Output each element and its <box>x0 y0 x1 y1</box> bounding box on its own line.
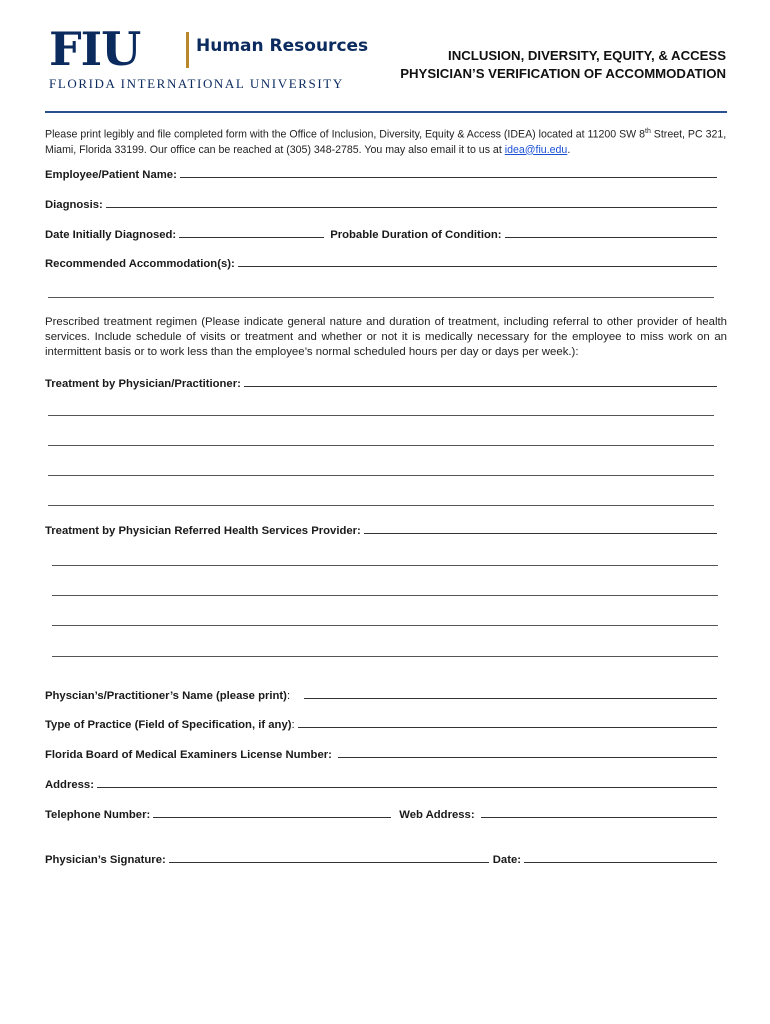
fiu-hr-logo <box>45 22 369 92</box>
duration-label: Probable Duration of Condition: <box>330 229 502 241</box>
form-title-line1: INCLUSION, DIVERSITY, EQUITY, & ACCESS <box>448 48 726 63</box>
signature-field[interactable] <box>169 862 489 863</box>
instructions-sup: th <box>645 128 651 135</box>
date-diagnosed-field[interactable] <box>179 237 324 238</box>
accommodation-row <box>45 254 717 270</box>
treatment-physician-line-5[interactable] <box>48 505 714 506</box>
patient-name-label: Employee/Patient Name: <box>45 169 177 181</box>
email-link[interactable]: idea@fiu.edu <box>504 143 568 156</box>
date-field[interactable] <box>524 862 717 863</box>
practice-type-colon: : <box>291 719 295 731</box>
address-label: Address: <box>45 779 94 791</box>
practice-type-row <box>45 715 717 731</box>
form-title <box>400 47 726 83</box>
license-field[interactable] <box>338 757 717 758</box>
treatment-physician-line-4[interactable] <box>48 475 714 476</box>
license-row <box>45 745 717 761</box>
diagnosis-label: Diagnosis: <box>45 199 103 211</box>
header-rule <box>45 111 727 113</box>
treatment-referred-label: Treatment by Physician Referred Health Services Provider: <box>45 525 361 537</box>
practice-type-label: Type of Practice (Field of Specification, if any) <box>45 719 292 731</box>
instructions-text <box>45 124 727 158</box>
regimen-instructions: Prescribed treatment regimen (Please indicate general nature and duration of treatment, including referral to other provider of health services. Include schedule of visits or treatment and whether or not it is medically necessary for the employee to miss work on an intermittent basis or to work less than the employee’s normal scheduled hours per day or days per week.): <box>45 316 727 358</box>
practice-type-field[interactable] <box>298 727 717 728</box>
treatment-physician-field[interactable] <box>244 386 717 387</box>
treatment-physician-label: Treatment by Physician/Practitioner: <box>45 378 241 390</box>
treatment-physician-line-3[interactable] <box>48 445 714 446</box>
patient-name-field[interactable] <box>180 177 717 178</box>
diagnosis-row <box>45 195 717 211</box>
license-label: Florida Board of Medical Examiners License Number: <box>45 749 332 761</box>
date-label: Date: <box>492 854 521 866</box>
signature-date-row <box>45 850 717 866</box>
treatment-physician-line-2[interactable] <box>48 415 714 416</box>
logo-university-name: FLORIDA INTERNATIONAL UNIVERSITY <box>49 76 344 91</box>
address-row <box>45 775 717 791</box>
treatment-referred-line-3[interactable] <box>52 595 718 596</box>
address-field[interactable] <box>97 787 717 788</box>
instructions-part2: Street, PC 321, Miami, Florida 33199. Our office can be reached at (305) 348-2785. You may also email it to us at <box>45 128 727 156</box>
treatment-physician-row <box>45 374 717 390</box>
logo-mark: FIU <box>49 22 141 76</box>
practitioner-name-row <box>45 686 717 702</box>
telephone-web-row <box>45 805 717 821</box>
accommodation-label: Recommended Accommodation(s): <box>45 258 235 270</box>
accommodation-field[interactable] <box>238 266 717 267</box>
web-address-label: Web Address: <box>399 809 475 821</box>
form-title-line2: PHYSICIAN’S VERIFICATION OF ACCOMMODATION <box>400 66 726 81</box>
telephone-field[interactable] <box>153 817 391 818</box>
diagnosis-field[interactable] <box>106 207 717 208</box>
logo-unit-name: Human Resources <box>196 36 369 56</box>
accommodation-line-2[interactable] <box>48 297 714 298</box>
treatment-referred-line-5[interactable] <box>52 656 718 657</box>
patient-name-row <box>45 165 717 181</box>
instructions-part1: Please print legibly and file completed form with the Office of Inclusion, Diversity, Equity & Access (IDEA) located at 11200 SW 8 <box>45 128 645 141</box>
duration-field[interactable] <box>505 237 717 238</box>
treatment-referred-line-2[interactable] <box>52 565 718 566</box>
date-duration-row <box>45 225 717 241</box>
treatment-referred-line-4[interactable] <box>52 625 718 626</box>
instructions-end: . <box>567 143 571 156</box>
telephone-label: Telephone Number: <box>45 809 151 821</box>
logo-divider <box>186 32 189 68</box>
date-diagnosed-label: Date Initially Diagnosed: <box>45 229 177 241</box>
treatment-referred-field[interactable] <box>364 533 717 534</box>
practitioner-name-field[interactable] <box>304 698 717 699</box>
practitioner-name-label: Physcian’s/Practitioner’s Name (please print) <box>45 690 287 702</box>
practitioner-name-colon: : <box>286 690 291 702</box>
web-address-field[interactable] <box>481 817 717 818</box>
signature-label: Physician’s Signature: <box>45 854 166 866</box>
treatment-referred-row <box>45 521 717 537</box>
